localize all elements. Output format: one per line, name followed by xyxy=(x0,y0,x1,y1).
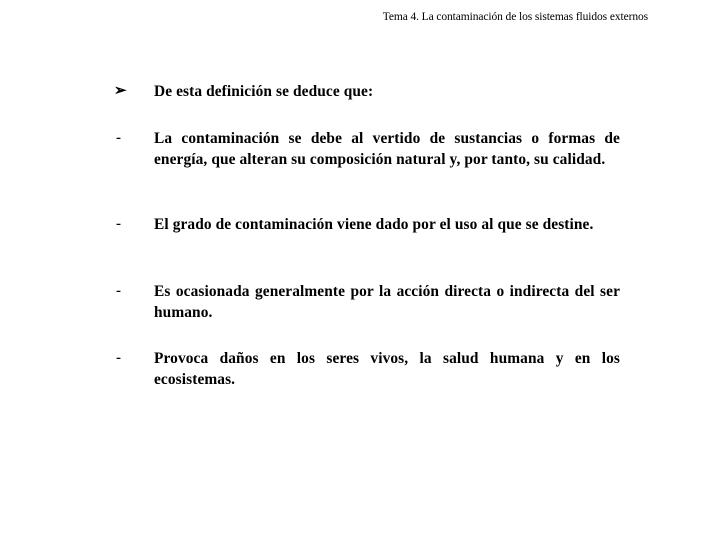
dash-bullet: - xyxy=(116,350,121,366)
list-item-text: La contaminación se debe al vertido de sustancias o formas de energía, que alteran su composición natural y, por tanto, su calidad. xyxy=(154,130,620,168)
dash-bullet: - xyxy=(116,283,121,299)
dash-bullet: - xyxy=(116,130,121,146)
dash-bullet: - xyxy=(116,216,121,232)
arrow-bullet-icon: ➢ xyxy=(114,83,127,99)
list-item-text: Es ocasionada generalmente por la acción directa o indirecta del ser humano. xyxy=(154,283,620,321)
list-item-text: Provoca daños en los seres vivos, la salud humana y en los ecosistemas. xyxy=(154,350,620,388)
intro-text: De esta definición se deduce que: xyxy=(154,83,374,100)
list-item-text: El grado de contaminación viene dado por el uso al que se destine. xyxy=(154,216,594,233)
page-header-title: Tema 4. La contaminación de los sistemas fluidos externos xyxy=(382,11,648,23)
